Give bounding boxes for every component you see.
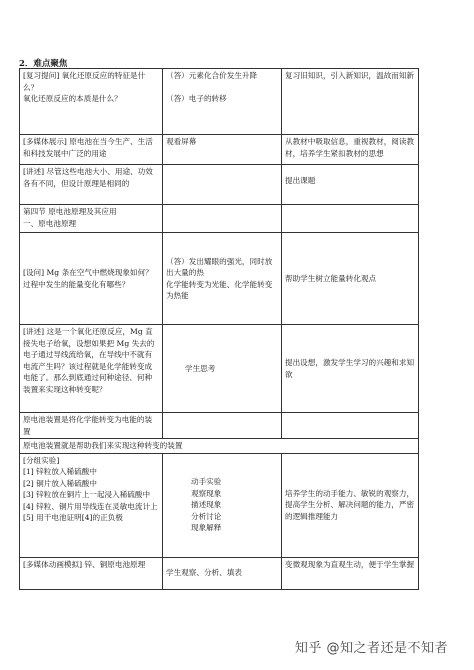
cell-text: 培养学生的动手能力、敏锐的观察力，提高学生分析、解决问题的能力，严密的逻辑推理能力 <box>285 488 415 521</box>
table-row <box>20 135 419 165</box>
student-activity-cell <box>163 135 282 165</box>
cell-text: 学生思考 <box>185 363 216 373</box>
table-row <box>20 325 419 413</box>
cell-text: 提出课题 <box>285 176 316 185</box>
cell-text: 观看屏幕 <box>166 137 197 146</box>
student-activity-cell <box>163 205 282 233</box>
cell-text: （答）发出耀眼的强光，同时放出大量的热 <box>166 256 273 277</box>
cell-text: [讲述] 这是一个氧化还原反应，Mg 直接失电子给氧，设想如果把 Mg 失去的电子通过导线流给氧，在导线中不就有电流产生吗？该过程就是化学能转变成电能了。那么到底通过何种途径、何种装置来实现这种转变呢？ <box>23 327 155 394</box>
cell-text: 第四节 原电池原理及其应用 <box>23 207 117 216</box>
cell-text: 动手实验 <box>191 477 222 487</box>
student-activity-cell <box>163 413 282 439</box>
table-row <box>20 233 419 325</box>
cell-text: [1] 锌粒放入稀硫酸中 <box>23 467 97 476</box>
cell-text: [设问] Mg 条在空气中燃烧现象如何？过程中发生的能量变化有哪些？ <box>23 268 153 289</box>
cell-text: 提出设想，激发学生学习的兴趣和求知欲 <box>285 358 415 379</box>
student-activity-cell <box>163 557 282 589</box>
student-activity-cell <box>163 69 282 135</box>
cell-text: （答）电子的转移 <box>166 93 227 103</box>
table-row <box>20 453 419 557</box>
cell-text: 帮助学生树立能量转化观点 <box>285 273 377 283</box>
cell-text: [4] 锌粒、铜片用导线连在灵敏电流计上 <box>23 501 158 511</box>
table-row <box>20 439 419 454</box>
cell-text: [复习提问] 氧化还原反应的特征是什么？ <box>23 71 146 92</box>
section-heading: 2．难点聚焦 <box>19 59 68 69</box>
table-row <box>20 413 419 439</box>
cell-text: （答）元素化合价发生升降 <box>166 71 258 80</box>
cell-text: 一、原电池原理 <box>23 218 77 228</box>
cell-text: 描述现象 <box>191 500 222 510</box>
table-row <box>20 557 419 589</box>
design-intent-cell <box>282 233 419 325</box>
cell-text: 原电池装置就是帮助我们来实现这种转变的装置 <box>23 441 183 450</box>
teacher-activity-cell <box>20 205 163 233</box>
cell-text: 原电池装置是将化学能转变为电能的装置 <box>23 415 153 436</box>
cell-text: [多媒体动画模拟] 锌、铜原电池原理 <box>23 559 146 569</box>
design-intent-cell <box>282 165 419 205</box>
cell-text: 复习旧知识，引入新知识，温故而知新 <box>285 71 415 80</box>
design-intent-cell <box>282 135 419 165</box>
cell-text: [2] 铜片放入稀硫酸中 <box>23 478 97 488</box>
cell-text: [讲述] 尽管这些电池大小、用途、功效各有不同，但设计原理是相同的 <box>23 167 153 188</box>
cell-text: 氧化还原反应的本质是什么？ <box>23 94 122 103</box>
table-row <box>20 205 419 233</box>
cell-text: 从教材中吸取信息，重视教材，阅读教材，培养学生紧扣教材的思想 <box>285 137 415 158</box>
table-row <box>20 69 419 135</box>
cell-text: 化学能转变为光能、化学能转变为热能 <box>166 279 273 300</box>
cell-text: [分组实验] <box>23 455 60 465</box>
watermark: 知乎 @知之者还是不知者 <box>294 641 448 656</box>
lesson-plan-table <box>19 68 419 590</box>
teacher-activity-cell <box>20 325 163 413</box>
design-intent-cell <box>282 205 419 233</box>
cell-text: 变微观现象为直观生动，便于学生掌握 <box>285 559 415 569</box>
design-intent-cell <box>282 69 419 135</box>
teacher-activity-cell <box>20 165 163 205</box>
design-intent-cell <box>282 325 419 413</box>
design-intent-cell <box>282 413 419 439</box>
table-row <box>20 165 419 205</box>
cell-text: 学生观察、分析、填表 <box>166 568 242 578</box>
teacher-activity-cell <box>20 69 163 135</box>
student-activity-cell <box>163 453 282 557</box>
cell-text <box>166 82 278 93</box>
cell-text: 分析讨论 <box>191 511 222 521</box>
student-activity-cell <box>163 233 282 325</box>
teacher-activity-cell <box>20 233 163 325</box>
design-intent-cell <box>282 453 419 557</box>
teacher-activity-cell <box>20 413 163 439</box>
teacher-activity-cell <box>20 135 163 165</box>
student-activity-cell <box>163 165 282 205</box>
cell-text: 现象解释 <box>191 523 222 533</box>
cell-text: [3] 锌粒放在铜片上一起浸入稀硫酸中 <box>23 490 151 499</box>
design-intent-cell <box>282 557 419 589</box>
cell-text: 观察现象 <box>191 488 222 498</box>
student-activity-cell <box>163 325 282 413</box>
teacher-activity-cell <box>20 557 163 589</box>
cell-text: [5] 用干电池证明[4]的正负极 <box>23 513 123 522</box>
cell-text: [多媒体展示] 原电池在当今生产、生活和科技发展中广泛的用途 <box>23 137 153 158</box>
teacher-activity-cell <box>20 453 163 557</box>
merged-cell <box>20 439 419 454</box>
